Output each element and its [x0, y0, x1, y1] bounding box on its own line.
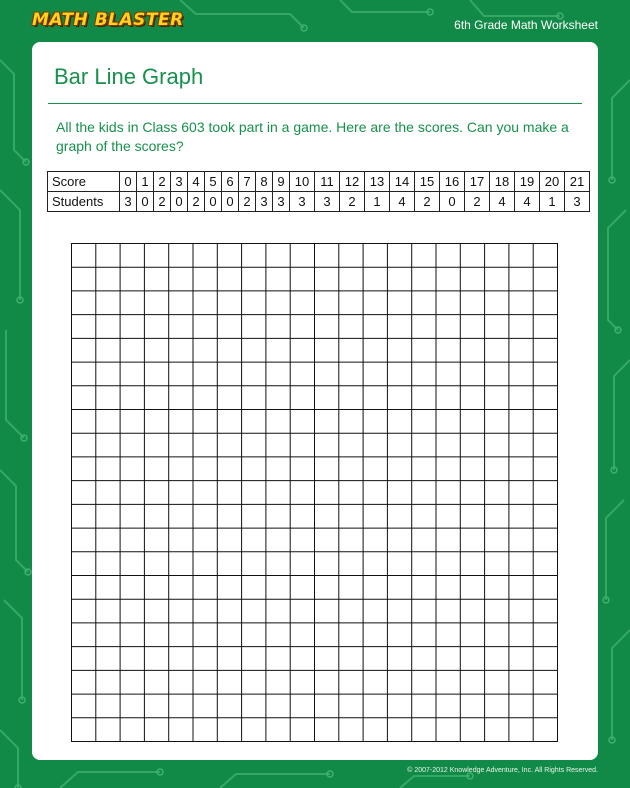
score-cell: 7: [239, 172, 256, 192]
score-cell: 2: [154, 172, 171, 192]
copyright-text: © 2007-2012 Knowledge Adventure, Inc. All Rights Reserved.: [407, 767, 598, 774]
score-cell: 9: [273, 172, 290, 192]
students-cell: 0: [222, 192, 239, 212]
score-cell: 15: [415, 172, 440, 192]
score-cell: 10: [290, 172, 315, 192]
students-row-label: Students: [48, 192, 120, 212]
students-cell: 0: [205, 192, 222, 212]
score-cell: 5: [205, 172, 222, 192]
students-cell: 2: [415, 192, 440, 212]
score-cell: 4: [188, 172, 205, 192]
score-row: [48, 172, 590, 192]
grade-label: 6th Grade Math Worksheet: [454, 18, 598, 32]
score-cell: 6: [222, 172, 239, 192]
worksheet-title: Bar Line Graph: [54, 64, 204, 89]
score-cell: 12: [340, 172, 365, 192]
students-cell: 3: [273, 192, 290, 212]
students-cell: 3: [120, 192, 137, 212]
students-cell: 3: [256, 192, 273, 212]
question-text: All the kids in Class 603 took part in a game. Here are the scores. Can you make a graph of the scores?: [56, 119, 569, 154]
score-cell: 11: [315, 172, 340, 192]
students-cell: 0: [440, 192, 465, 212]
students-cell: 1: [540, 192, 565, 212]
students-cell: 0: [171, 192, 188, 212]
score-cell: 14: [390, 172, 415, 192]
graph-paper-grid[interactable]: [71, 243, 558, 742]
score-cell: 16: [440, 172, 465, 192]
score-cell: 8: [256, 172, 273, 192]
students-cell: 2: [154, 192, 171, 212]
score-cell: 17: [465, 172, 490, 192]
students-cell: 4: [490, 192, 515, 212]
students-cell: 2: [188, 192, 205, 212]
score-cell: 20: [540, 172, 565, 192]
students-cell: 2: [465, 192, 490, 212]
worksheet-card: [32, 42, 598, 760]
score-cell: 3: [171, 172, 188, 192]
students-cell: 2: [340, 192, 365, 212]
score-row-label: Score: [48, 172, 120, 192]
math-blaster-logo[interactable]: MATH BLASTER: [32, 10, 184, 30]
score-cell: 19: [515, 172, 540, 192]
score-table: [47, 171, 590, 212]
score-cell: 1: [137, 172, 154, 192]
title-divider: [48, 103, 582, 104]
students-cell: 3: [290, 192, 315, 212]
score-cell: 0: [120, 172, 137, 192]
score-cell: 13: [365, 172, 390, 192]
students-cell: 4: [390, 192, 415, 212]
students-cell: 1: [365, 192, 390, 212]
students-cell: 0: [137, 192, 154, 212]
score-cell: 18: [490, 172, 515, 192]
students-row: [48, 192, 590, 212]
students-cell: 3: [315, 192, 340, 212]
score-cell: 21: [565, 172, 590, 192]
students-cell: 4: [515, 192, 540, 212]
students-cell: 2: [239, 192, 256, 212]
students-cell: 3: [565, 192, 590, 212]
